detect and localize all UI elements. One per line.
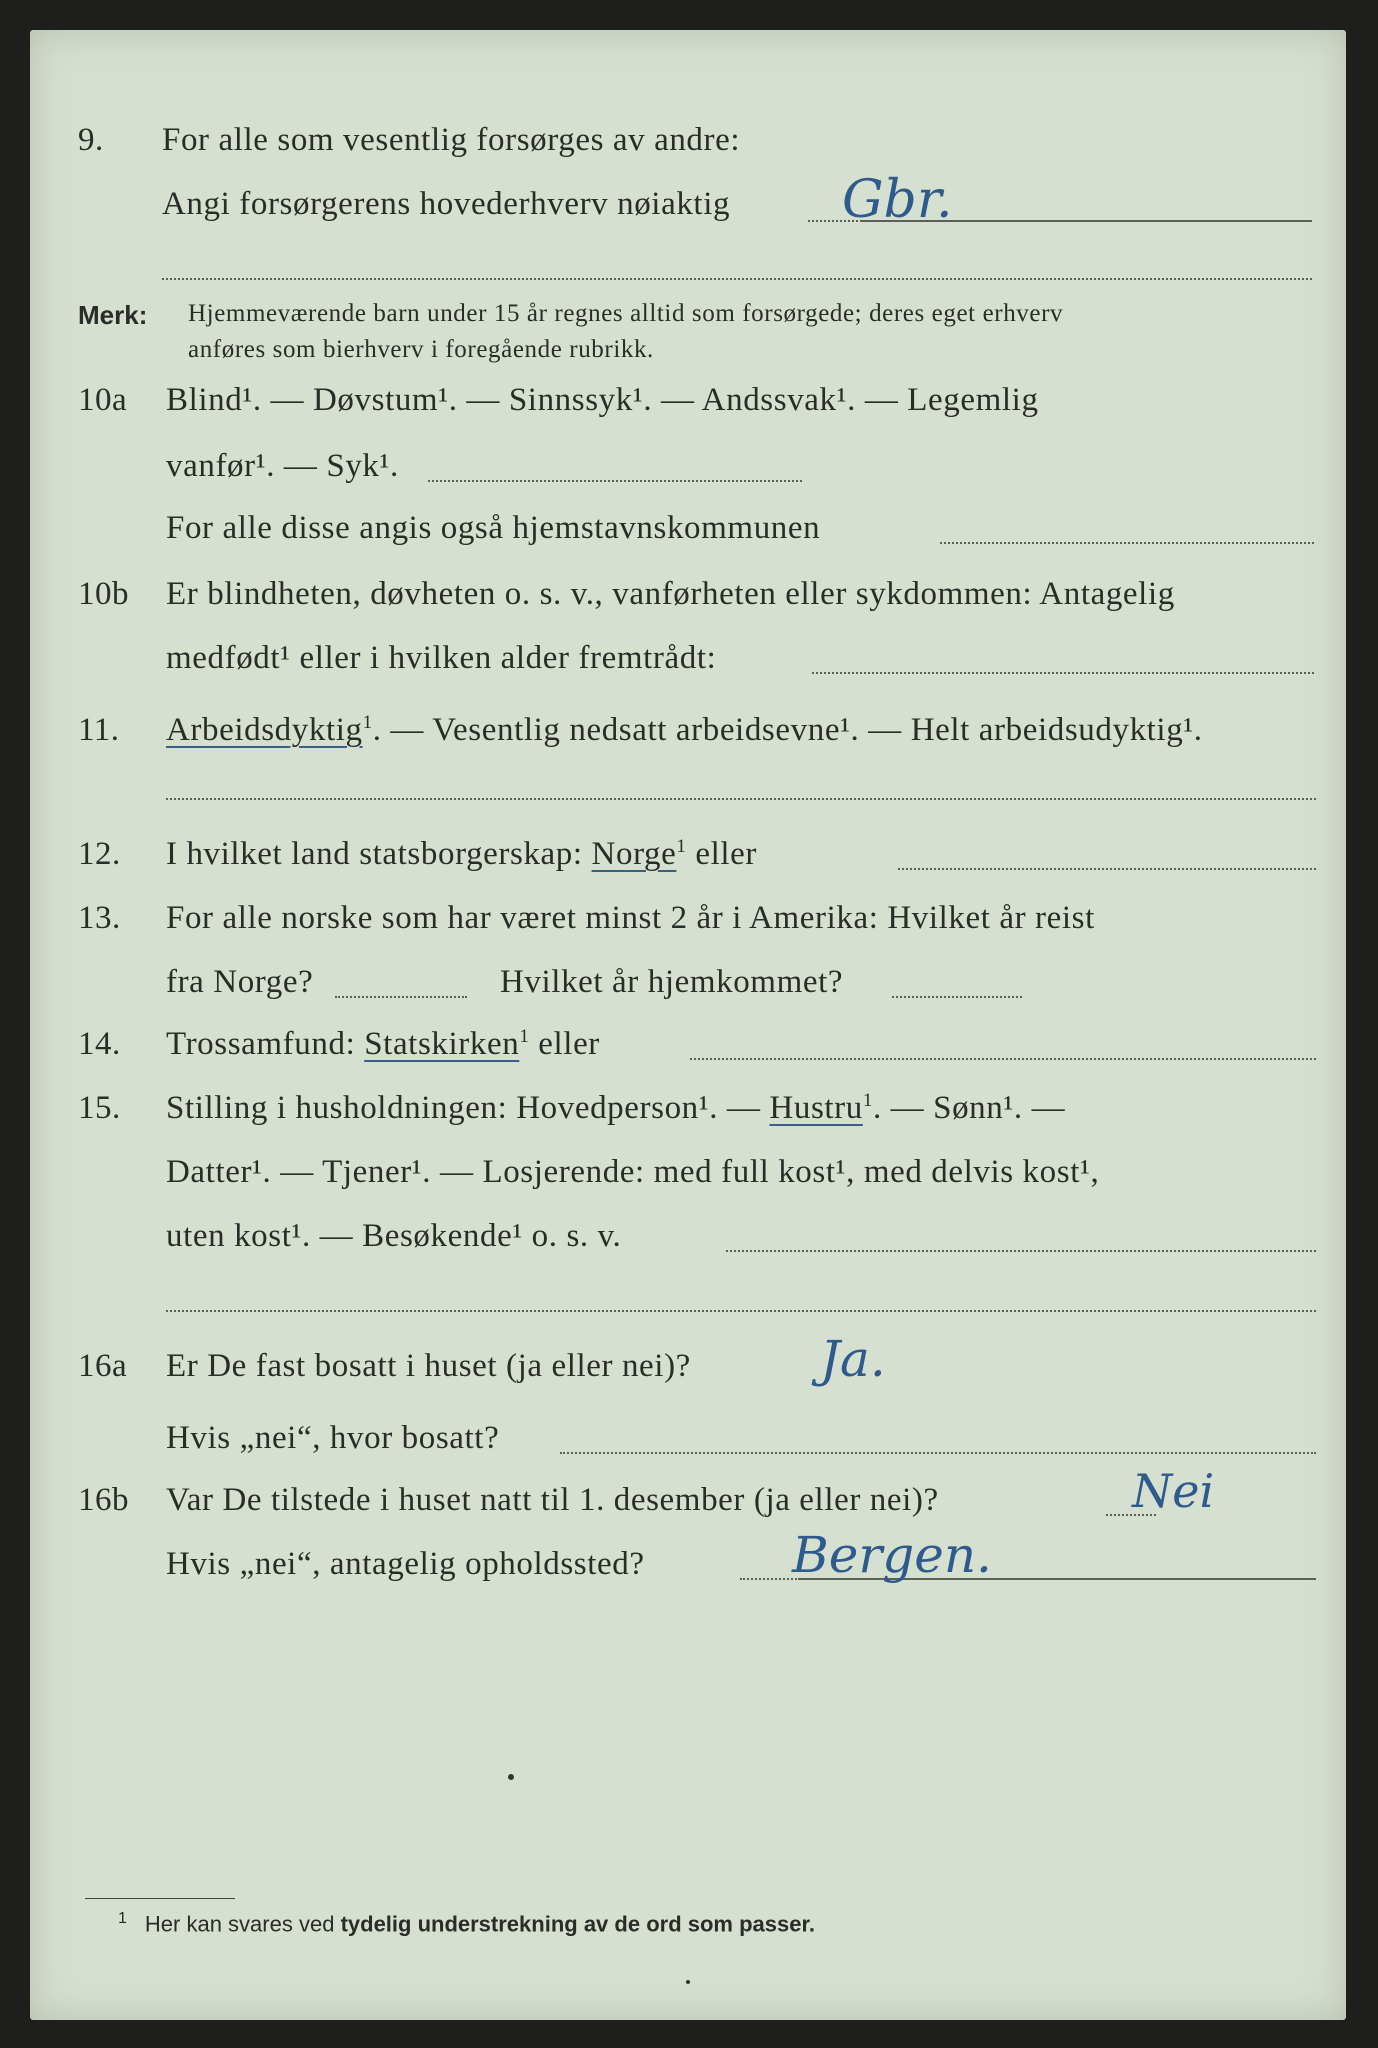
footnote — [118, 1910, 815, 1937]
q13-line2b: Hvilket år hjemkommet? — [500, 964, 844, 1000]
q15-line3: uten kost¹. — Besøkende¹ o. s. v. — [166, 1218, 622, 1254]
q14-line: Trossamfund: Statskirken$^1$ eller — [166, 1026, 600, 1062]
q10b-line1: Er blindheten, døvheten o. s. v., vanførheten eller sykdommen: Antagelig — [166, 576, 1175, 612]
footnote-mark: 1 — [118, 1910, 127, 1927]
q11-extra-line — [166, 798, 1316, 800]
q16a-line2: Hvis „nei“, hvor bosatt? — [166, 1420, 500, 1456]
q13-hjemkommet-line — [892, 996, 1022, 998]
q16a-bosatt-line — [560, 1452, 1316, 1454]
q15-answer-line — [726, 1250, 1316, 1252]
q16b-number: 16b — [78, 1482, 129, 1518]
q15-line1b: . — Sønn¹. — — [872, 1090, 1066, 1126]
q14-post: eller — [538, 1026, 600, 1062]
q10a-line1: Blind¹. — Døvstum¹. — Sinnssyk¹. — Andssvak¹. — Legemlig — [166, 382, 1039, 418]
q15-line2: Datter¹. — Tjener¹. — Losjerende: med full kost¹, med delvis kost¹, — [166, 1154, 1100, 1190]
q9-extra-line — [162, 278, 1312, 280]
footnote-rule — [85, 1898, 235, 1899]
q16a-handwritten-answer: Ja. — [820, 1330, 886, 1388]
census-form-page — [30, 30, 1346, 2020]
q16b-answer2-line-dotted — [740, 1578, 800, 1580]
q16b-handwritten-answer2: Bergen. — [792, 1526, 992, 1584]
q15-selected-option: Hustru — [769, 1090, 863, 1126]
q9-handwritten-answer: Gbr. — [842, 170, 953, 230]
q10a-number: 10a — [78, 382, 128, 418]
q15-extra-line — [166, 1310, 1316, 1312]
q13-line2a: fra Norge? — [166, 964, 314, 1000]
q9-number: 9. — [78, 122, 104, 158]
q11-selected-option: Arbeidsdyktig — [166, 712, 363, 748]
q13-line1: For alle norske som har været minst 2 år i Amerika: Hvilket år reist — [166, 900, 1095, 936]
ink-dot-mark-small — [686, 1980, 690, 1984]
q15-line1: Stilling i husholdningen: Hovedperson¹. — Hustru$^1$. — Sønn¹. — — [166, 1090, 1066, 1126]
q12-post: eller — [695, 836, 757, 872]
q16b-handwritten-answer1: Nei — [1132, 1464, 1215, 1518]
q9-line1: For alle som vesentlig forsørges av andre: — [162, 122, 741, 158]
q12-selected-option: Norge — [591, 836, 677, 872]
q12-answer-line — [898, 868, 1316, 870]
q11-line: Arbeidsdyktig$^1$. — Vesentlig nedsatt arbeidsevne¹. — Helt arbeidsudyktig¹. — [166, 712, 1203, 748]
ink-dot-mark — [508, 1774, 514, 1780]
q16b-line1: Var De tilstede i huset natt til 1. desember (ja eller nei)? — [166, 1482, 939, 1518]
q14-pre: Trossamfund: — [166, 1026, 356, 1062]
q10a-syk-line — [428, 480, 802, 482]
q10b-line2: medfødt¹ eller i hvilken alder fremtrådt: — [166, 640, 717, 676]
q14-selected-option: Statskirken — [364, 1026, 520, 1062]
q15-line1a: Stilling i husholdningen: Hovedperson¹. — — [166, 1090, 761, 1126]
q10a-line3: For alle disse angis også hjemstavnskommunen — [166, 510, 821, 546]
q13-reist-line — [335, 996, 467, 998]
merk-line2: anføres som bierhverv i foregående rubrikk. — [188, 336, 654, 363]
q10b-alder-line — [812, 672, 1314, 674]
q10a-line2: vanfør¹. — Syk¹. — [166, 448, 399, 484]
q11-rest: . — Vesentlig nedsatt arbeidsevne¹. — Helt arbeidsudyktig¹. — [372, 712, 1203, 748]
merk-line1: Hjemmeværende barn under 15 år regnes alltid som forsørgede; deres eget erhverv — [188, 300, 1064, 327]
q14-number: 14. — [78, 1026, 121, 1062]
q12-pre: I hvilket land statsborgerskap: — [166, 836, 583, 872]
q13-number: 13. — [78, 900, 121, 936]
q16a-line1: Er De fast bosatt i huset (ja eller nei)? — [166, 1348, 691, 1384]
q12-number: 12. — [78, 836, 121, 872]
q14-answer-line — [690, 1058, 1316, 1060]
merk-label: Merk: — [78, 300, 148, 330]
q9-line2: Angi forsørgerens hovederhverv nøiaktig — [162, 186, 731, 222]
q12-line: I hvilket land statsborgerskap: Norge$^1$ eller — [166, 836, 757, 872]
footnote-text-bold: tydelig understrekning av de ord som passer. — [340, 1911, 815, 1937]
q15-number: 15. — [78, 1090, 121, 1126]
q10b-number: 10b — [78, 576, 129, 612]
footnote-text-plain: Her kan svares ved — [144, 1911, 335, 1937]
q11-number: 11. — [78, 712, 120, 748]
q10a-hjemstavn-line — [940, 542, 1314, 544]
q16b-line2: Hvis „nei“, antagelig opholdssted? — [166, 1546, 645, 1582]
q16a-number: 16a — [78, 1348, 128, 1384]
